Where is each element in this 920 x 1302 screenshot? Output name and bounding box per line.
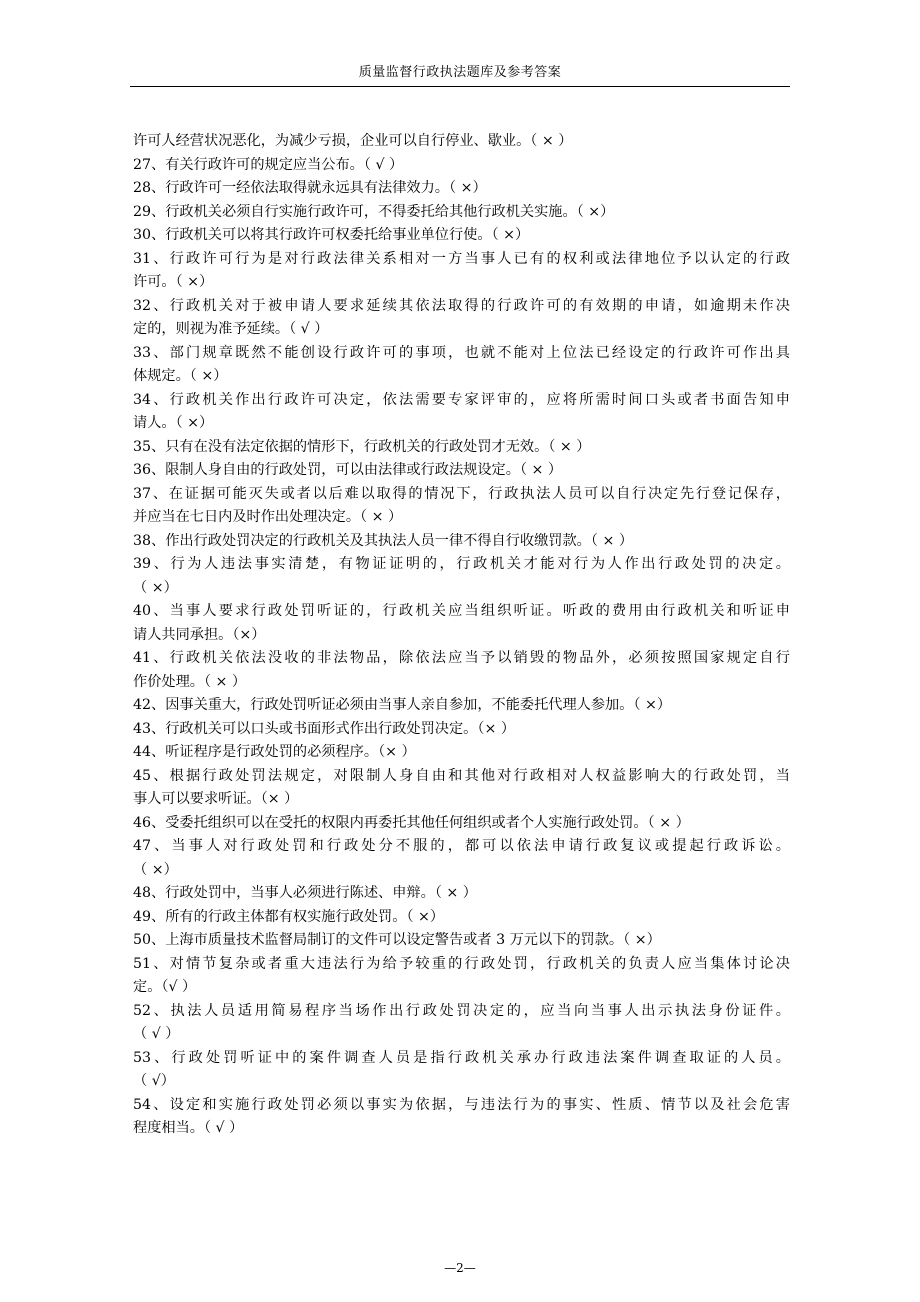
text-line: 50、上海市质量技术监督局制订的文件可以设定警告或者 3 万元以下的罚款。（ ×） <box>133 932 661 948</box>
text-line: （ ×） <box>133 861 178 878</box>
page-number: —2— <box>444 1261 476 1275</box>
text-line: （ √） <box>133 1073 175 1089</box>
text-line: （ √ ） <box>133 1026 180 1042</box>
text-line: 并应当在七日内及时作出处理决定。（ × ） <box>133 509 403 525</box>
text-line: 33、部门规章既然不能创设行政许可的事项，也就不能对上位法已经设定的行政许可作出具 <box>133 344 790 361</box>
text-line: 请人。（ ×） <box>133 415 214 431</box>
page-header <box>130 60 790 87</box>
text-line: 定。（√ ） <box>133 979 197 995</box>
text-line: 46、受委托组织可以在受托的权限内再委托其他任何组织或者个人实施行政处罚。（ × ） <box>133 814 690 831</box>
question-list <box>133 130 790 1141</box>
text-line: 34、行政机关作出行政许可决定，依法需要专家评审的，应将所需时间口头或者书面告知申 <box>133 391 790 408</box>
text-line: 28、行政许可一经依法取得就永远具有法律效力。（ ×） <box>133 180 487 196</box>
text-line: 40、当事人要求行政处罚听证的，行政机关应当组织听证。听政的费用由行政机关和听证申 <box>133 603 790 619</box>
text-line: 31、行政许可行为是对行政法律关系相对一方当事人已有的权利或法律地位予以认定的行政 <box>133 250 790 267</box>
text-line: 定的，则视为准予延续。（ √ ） <box>133 321 329 337</box>
text-line: 37、在证据可能灭失或者以后难以取得的情况下，行政执法人员可以自行决定先行登记保存， <box>133 485 790 502</box>
text-line: 41、行政机关依法没收的非法物品，除依法应当予以销毁的物品外，必须按照国家规定自行 <box>133 650 790 666</box>
text-line: 49、所有的行政主体都有权实施行政处罚。（ ×） <box>133 908 445 925</box>
text-line: （ ×） <box>133 579 178 596</box>
text-line: 45、根据行政处罚法规定，对限制人身自由和其他对行政相对人权益影响大的行政处罚，当 <box>133 767 790 784</box>
text-line: 事人可以要求听证。（× ） <box>133 791 299 807</box>
text-line: 36、限制人身自由的行政处罚，可以由法律或行政法规设定。（ × ） <box>133 462 563 478</box>
text-line: 53、行政处罚听证中的案件调查人员是指行政机关承办行政违法案件调查取证的人员。 <box>133 1049 790 1066</box>
text-line: 32、行政机关对于被申请人要求延续其依法取得的行政许可的有效期的申请，如逾期未作决 <box>133 297 790 314</box>
text-line: 27、有关行政许可的规定应当公布。（ √ ） <box>133 156 404 173</box>
text-line: 29、行政机关必须自行实施行政许可，不得委托给其他行政机关实施。（ ×） <box>133 203 615 220</box>
text-line: 38、作出行政处罚决定的行政机关及其执法人员一律不得自行收缴罚款。（ × ） <box>133 532 634 549</box>
text-line: 程度相当。（ √ ） <box>133 1120 244 1136</box>
text-line: 51、对情节复杂或者重大违法行为给予较重的行政处罚，行政机关的负责人应当集体讨论决 <box>133 955 790 972</box>
text-line: 47、当事人对行政处罚和行政处分不服的，都可以依法申请行政复议或提起行政诉讼。 <box>133 838 790 854</box>
text-line: 44、听证程序是行政处罚的必须程序。（× ） <box>133 744 416 760</box>
text-line: 许可人经营状况恶化，为减少亏损，企业可以自行停业、歇业。（ × ） <box>133 133 573 149</box>
text-line: 体规定。（ ×） <box>133 368 228 384</box>
text-line: 43、行政机关可以口头或书面形式作出行政处罚决定。（× ） <box>133 720 516 737</box>
text-line: 54、设定和实施行政处罚必须以事实为依据，与违法行为的事实、性质、情节以及社会危害 <box>133 1096 790 1113</box>
text-line: 作价处理。（ × ） <box>133 673 247 690</box>
text-line: 48、行政处罚中，当事人必须进行陈述、申辩。（ × ） <box>133 885 477 901</box>
text-line: 许可。（ ×） <box>133 274 214 290</box>
document-title: 质量监督行政执法题库及参考答案 <box>358 65 562 80</box>
text-line: 30、行政机关可以将其行政许可权委托给事业单位行使。（ ×） <box>133 227 530 243</box>
text-line: 52、执法人员适用简易程序当场作出行政处罚决定的，应当向当事人出示执法身份证件。 <box>133 1002 790 1019</box>
text-line: 42、因事关重大，行政处罚听证必须由当事人亲自参加，不能委托代理人参加。（ ×） <box>133 697 672 713</box>
text-line: 请人共同承担。（×） <box>133 626 266 643</box>
text-line: 35、只有在没有法定依据的情形下，行政机关的行政处罚才无效。（ × ） <box>133 438 591 455</box>
text-line: 39、行为人违法事实清楚，有物证证明的，行政机关才能对行为人作出行政处罚的决定。 <box>133 556 790 572</box>
